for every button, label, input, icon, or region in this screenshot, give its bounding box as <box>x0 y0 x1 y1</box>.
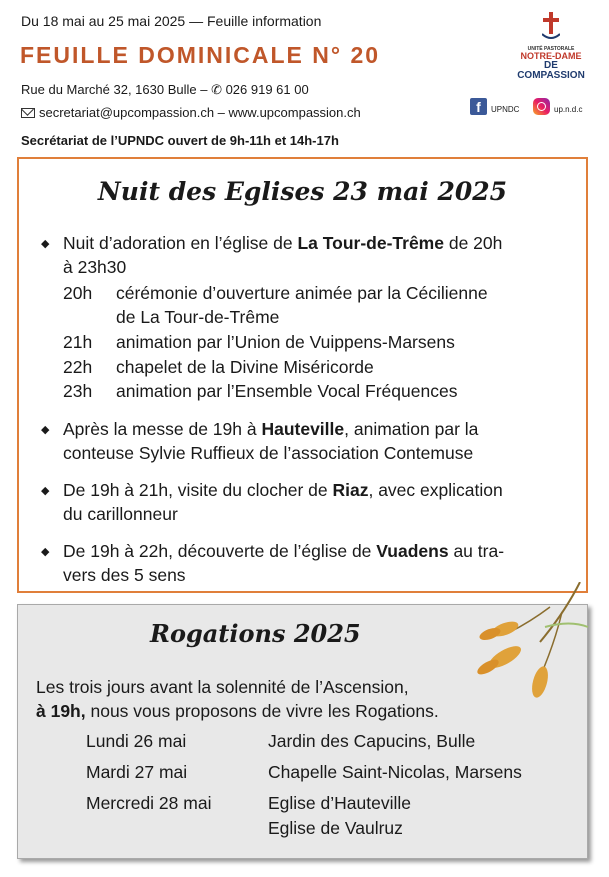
rogation-place: Chapelle Saint-Nicolas, Marsens <box>268 762 522 782</box>
schedule-time: 21h <box>63 332 93 352</box>
wheat-icon <box>470 582 590 702</box>
parish-logo <box>512 10 590 82</box>
envelope-icon <box>21 108 35 118</box>
cross-icon <box>542 12 560 40</box>
instagram-label: up.n.d.c <box>554 105 583 114</box>
rogation-day: Mercredi 28 mai <box>86 793 212 813</box>
bullet-icon: ◆ <box>41 238 50 250</box>
facebook-icon[interactable]: f <box>470 98 487 115</box>
bullet-icon: ◆ <box>41 485 50 497</box>
schedule-time: 22h <box>63 357 93 377</box>
schedule-time: 23h <box>63 381 93 401</box>
address: Rue du Marché 32, 1630 Bulle – ✆ 026 919 61 00 <box>21 82 309 97</box>
contact-line <box>21 105 361 120</box>
office-hours: Secrétariat de l’UPNDC ouvert de 9h-11h et 14h-17h <box>21 133 339 148</box>
schedule-text: cérémonie d’ouverture animée par la Cécilienne de La Tour-de-Trême <box>116 283 488 327</box>
rogations-intro-line1: Les trois jours avant la solennité de l’Ascension, <box>36 677 409 697</box>
logo-text-compassion: DE COMPASSION <box>517 60 585 81</box>
bullet-icon: ◆ <box>41 546 50 558</box>
instagram-icon[interactable] <box>533 98 550 115</box>
item-adoration: Nuit d’adoration en l’église de La Tour-de-Trême de 20h à 23h30 <box>63 233 503 277</box>
schedule-text: animation par l’Union de Vuippens-Marsens <box>116 332 455 352</box>
rogation-place: Jardin des Capucins, Bulle <box>268 731 476 751</box>
schedule-text: animation par l’Ensemble Vocal Fréquences <box>116 381 458 401</box>
schedule-time: 20h <box>63 283 93 303</box>
logo-text-name: NOTRE-DAME <box>520 51 582 61</box>
facebook-label: UPNDC <box>491 105 520 114</box>
item-riaz: De 19h à 21h, visite du clocher de Riaz, avec explication du carillonneur <box>63 480 503 524</box>
bullet-icon: ◆ <box>41 424 50 436</box>
page-title: FEUILLE DOMINICALE N° 20 <box>20 42 381 68</box>
schedule-text: chapelet de la Divine Miséricorde <box>116 357 374 377</box>
item-vuadens: De 19h à 22h, découverte de l’église de Vuadens au tra- vers des 5 sens <box>63 541 505 585</box>
item-hauteville: Après la messe de 19h à Hauteville, animation par la conteuse Sylvie Ruffieux de l’association Contemuse <box>63 419 479 463</box>
rogation-day: Lundi 26 mai <box>86 731 187 751</box>
nuit-heading: Nuit des Eglises 23 mai 2025 <box>97 177 508 206</box>
rogations-heading: Rogations 2025 <box>150 619 361 648</box>
date-range: Du 18 mai au 25 mai 2025 — Feuille information <box>21 13 322 29</box>
contact-text[interactable]: secretariat@upcompassion.ch – www.upcompassion.ch <box>39 105 361 120</box>
rogation-day: Mardi 27 mai <box>86 762 188 782</box>
nuit-des-eglises-box <box>17 157 588 593</box>
rogation-place: Eglise de Vaulruz <box>268 818 403 838</box>
rogations-intro-line2: à 19h, nous vous proposons de vivre les Rogations. <box>36 701 439 721</box>
logo-text-unit: UNITÉ PASTORALE <box>527 46 575 52</box>
rogation-place: Eglise d’Hauteville <box>268 793 411 813</box>
